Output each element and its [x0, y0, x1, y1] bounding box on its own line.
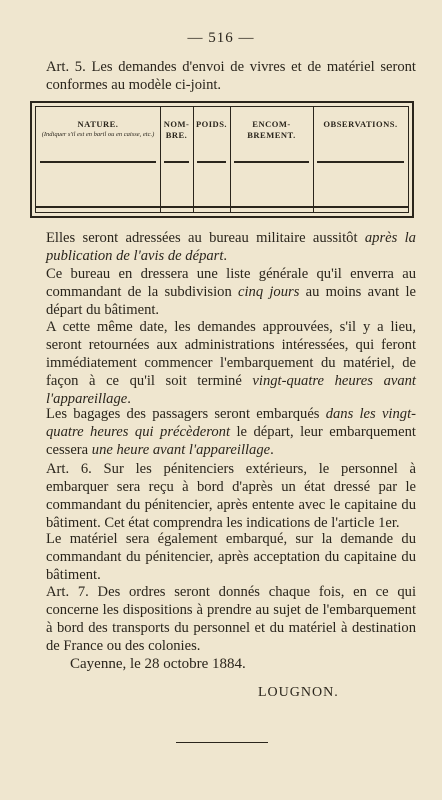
- text-span: Ce bureau en dressera une liste générale qu'il enverra au commandant de la subdivision: [46, 266, 416, 300]
- column-encombrement-header: ENCOM-BREMENT.: [247, 119, 296, 140]
- italic-span: une heure avant l'appareillage: [91, 442, 271, 458]
- italic-span: vingt-quatre heures avant l'appareillage: [46, 373, 416, 407]
- article-5-intro: Art. 5. Les demandes d'envoi de vivres et de matériel seront conformes au modèle ci-joint.: [46, 59, 416, 93]
- column-rule: [164, 161, 189, 163]
- form-table-inner: [35, 106, 409, 213]
- paragraph-publication: [46, 229, 416, 265]
- paragraph-bagages: [46, 405, 416, 459]
- text-span: au moins avant le départ du bâtiment.: [46, 284, 416, 318]
- page-number: — 516 —: [187, 30, 255, 46]
- paragraph-article-7: Art. 7. Des ordres seront donnés chaque fois, en ce qui concerne les dispositions à prendre au sujet de l'embarquement à bord des transports du personnel et du matériel à destination de France ou des colonies.: [46, 584, 416, 654]
- text-span: Elles seront adressées au bureau militaire aussitôt: [46, 230, 365, 246]
- column-nombre: [160, 107, 194, 212]
- text-span: .: [223, 248, 228, 264]
- paragraph-embarquement-materiel: [46, 318, 416, 408]
- italic-span: après la publication de l'avis de départ: [46, 230, 416, 264]
- closing-rule: [176, 742, 268, 743]
- column-encombrement: [230, 107, 314, 212]
- column-nombre-header: NOM-BRE.: [163, 119, 190, 140]
- paragraph-materiel-penitencier: Le matériel sera également embarqué, sur la demande du commandant du pénitencier, après acceptation du capitaine du bâtiment.: [46, 531, 416, 583]
- text-span: le départ, leur embarquement cessera: [46, 424, 416, 458]
- paragraph-liste-generale: [46, 265, 416, 319]
- place-and-date: Cayenne, le 28 octobre 1884.: [70, 656, 246, 672]
- column-rule: [234, 161, 309, 163]
- text-span: .: [270, 442, 274, 458]
- column-rule: [197, 161, 226, 163]
- column-nature-header: NATURE.: [77, 119, 119, 129]
- column-rule: [40, 161, 156, 163]
- signature: LOUGNON.: [258, 685, 339, 700]
- column-observations-header: OBSERVATIONS.: [323, 119, 398, 129]
- text-span: A cette même date, les demandes approuvées, s'il y a lieu, seront retournées aux administrations intéressées, qui feront immédiatement commencer l'embarquement du matériel, de façon à ce qu'il soit terminé: [46, 319, 416, 389]
- column-poids-header: POIDS.: [195, 119, 228, 129]
- column-poids: [193, 107, 231, 212]
- request-form-table: [30, 101, 414, 218]
- italic-span: dans les vingt-quatre heures qui précèderont: [46, 406, 416, 440]
- italic-span: cinq jours: [238, 284, 300, 300]
- table-bottom-rule: [36, 206, 408, 208]
- text-span: Les bagages des passagers seront embarqués: [46, 406, 326, 422]
- column-observations: [313, 107, 408, 212]
- column-nature: [36, 107, 161, 212]
- text-span: .: [127, 391, 131, 407]
- column-nature-note: (Indiquer s'il est en baril ou en caisse, etc.): [41, 131, 155, 138]
- column-rule: [317, 161, 404, 163]
- paragraph-article-6: Art. 6. Sur les pénitenciers extérieurs, le personnel à embarquer sera reçu à bord d'après un état dressé par le commandant du pénitencier, après entente avec le capitaine du bâtiment. Cet état comprendra les indications de l'article 1er.: [46, 461, 416, 531]
